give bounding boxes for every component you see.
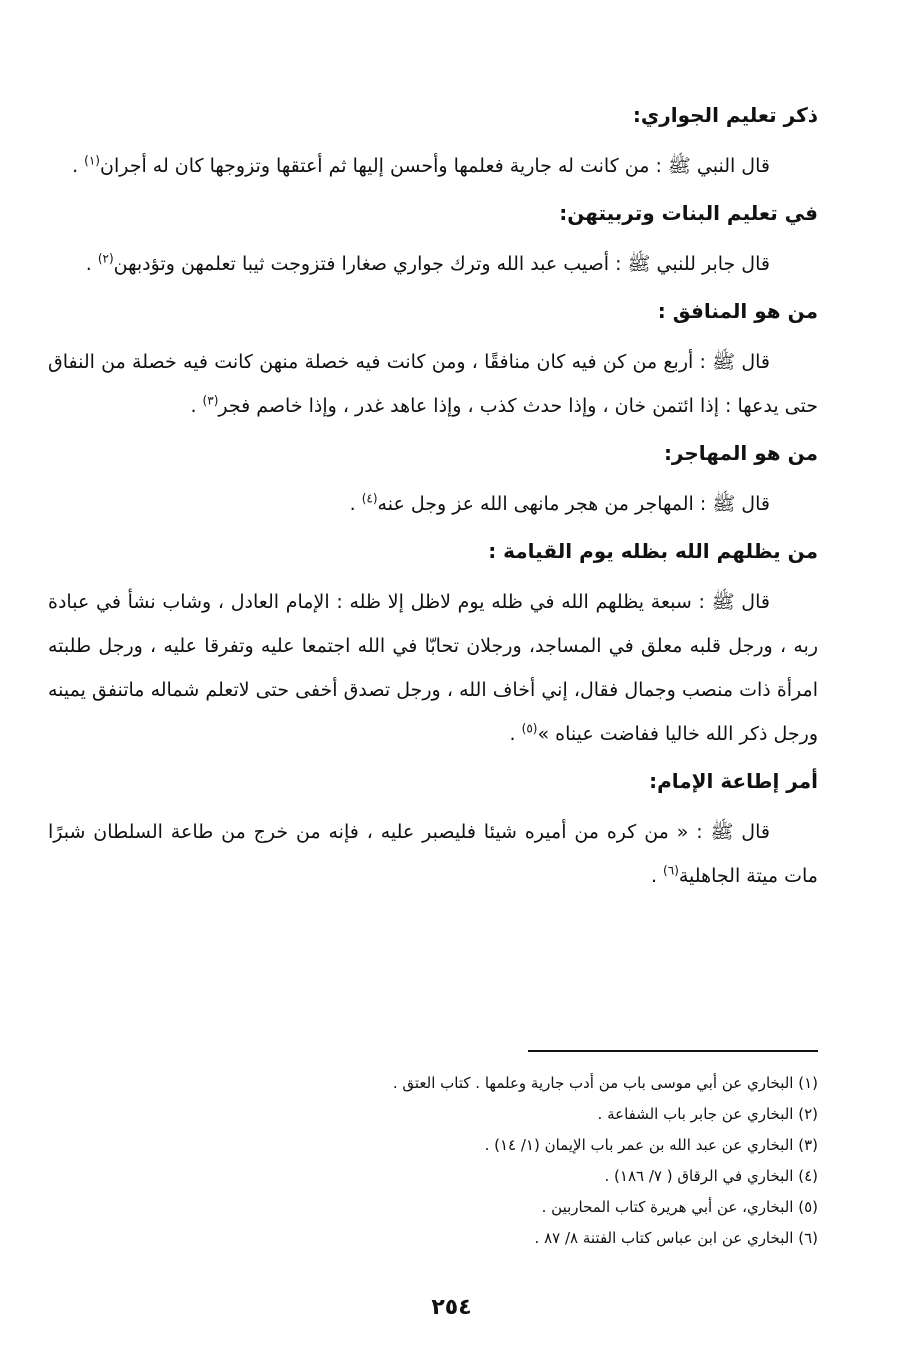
footnote-1: (١) البخاري عن أبي موسى باب من أدب جارية وعلمها . كتاب العتق . (392, 1074, 818, 1092)
footnote-4: (٤) البخاري في الرقاق ( ٧/ ١٨٦) . (604, 1167, 818, 1185)
paragraph-shade (48, 580, 818, 756)
paragraph-text: قال ﷺ : سبعة يظلهم الله في ظله يوم لاظل إلا ظله : الإمام العادل ، وشاب نشأ في عبادة ربه ، ورجل قلبه معلق في المساجد، ورجلان تحابّا في الله اجتمعا عليه وتفرقا عليه ، ورجل طلبته امرأة ذات منصب وجمال فقال، إني أخاف الله ، ورجل تصدق أخفى حتى لاتعلم شماله ماتنفق يمينه ورجل ذكر الله خاليا ففاضت عيناه » (48, 591, 818, 745)
paragraph-text: قال جابر للنبي ﷺ : أصيب عبد الله وترك جواري صغارا فتزوجت ثيبا تعلمهن وتؤدبهن (113, 253, 770, 275)
footnote-ref: (١) (84, 153, 100, 168)
section-heading-slave-education: ذكر تعليم الجواري: (632, 103, 818, 127)
footnote-3: (٣) البخاري عن عبد الله بن عمر باب الإيمان (١/ ١٤) . (484, 1136, 818, 1154)
footnote-ref: (٦) (663, 863, 679, 878)
footnote-divider (528, 1050, 818, 1052)
paragraph-text: قال ﷺ : أربع من كن فيه كان منافقًا ، ومن كانت فيه خصلة منهن كانت فيه خصلة من النفاق حتى يدعها : إذا ائتمن خان ، وإذا حدث كذب ، وإذا عاهد غدر ، وإذا خاصم فجر (48, 351, 818, 417)
paragraph-end: . (190, 395, 203, 417)
footnote-6: (٦) البخاري عن ابن عباس كتاب الفتنة ٨/ ٨٧ . (534, 1229, 818, 1247)
paragraph-end: . (349, 493, 362, 515)
paragraph-end: . (509, 723, 522, 745)
paragraph-daughters (48, 242, 818, 286)
footnotes (258, 1068, 818, 1254)
footnote-ref: (٤) (361, 491, 378, 506)
paragraph-emigrant (48, 482, 818, 526)
section-heading-hypocrite: من هو المنافق : (657, 299, 818, 323)
paragraph-end: . (650, 865, 664, 887)
footnote-ref: (٥) (521, 721, 538, 736)
page-body (48, 100, 818, 908)
footnote-2: (٢) البخاري عن جابر باب الشفاعة . (597, 1105, 818, 1123)
paragraph-slave-education (48, 144, 818, 188)
section-heading-daughters: في تعليم البنات وتربيتهن: (559, 201, 818, 225)
paragraph-text: قال النبي ﷺ : من كانت له جارية فعلمها وأحسن إليها ثم أعتقها وتزوجها كان له أجران (99, 155, 770, 177)
paragraph-end: . (85, 253, 98, 275)
paragraph-end: . (72, 155, 85, 177)
footnote-5: (٥) البخاري، عن أبي هريرة كتاب المحاربين . (541, 1198, 818, 1216)
footnote-ref: (٣) (202, 393, 219, 408)
section-heading-obey-imam: أمر إطاعة الإمام: (649, 769, 818, 793)
section-heading-shade: من يظلهم الله بظله يوم القيامة : (488, 539, 818, 563)
paragraph-text: قال ﷺ : « من كره من أميره شيئا فليصبر عليه ، فإنه من خرج من طاعة السلطان شبرًا مات ميتة الجاهلية (48, 821, 818, 887)
paragraph-hypocrite (48, 340, 818, 428)
page-number: ٢٥٤ (431, 1295, 472, 1320)
paragraph-text: قال ﷺ : المهاجر من هجر مانهى الله عز وجل عنه (377, 493, 770, 515)
paragraph-obey-imam (48, 810, 818, 898)
section-heading-emigrant: من هو المهاجر: (663, 441, 818, 465)
footnote-ref: (٢) (97, 251, 114, 266)
